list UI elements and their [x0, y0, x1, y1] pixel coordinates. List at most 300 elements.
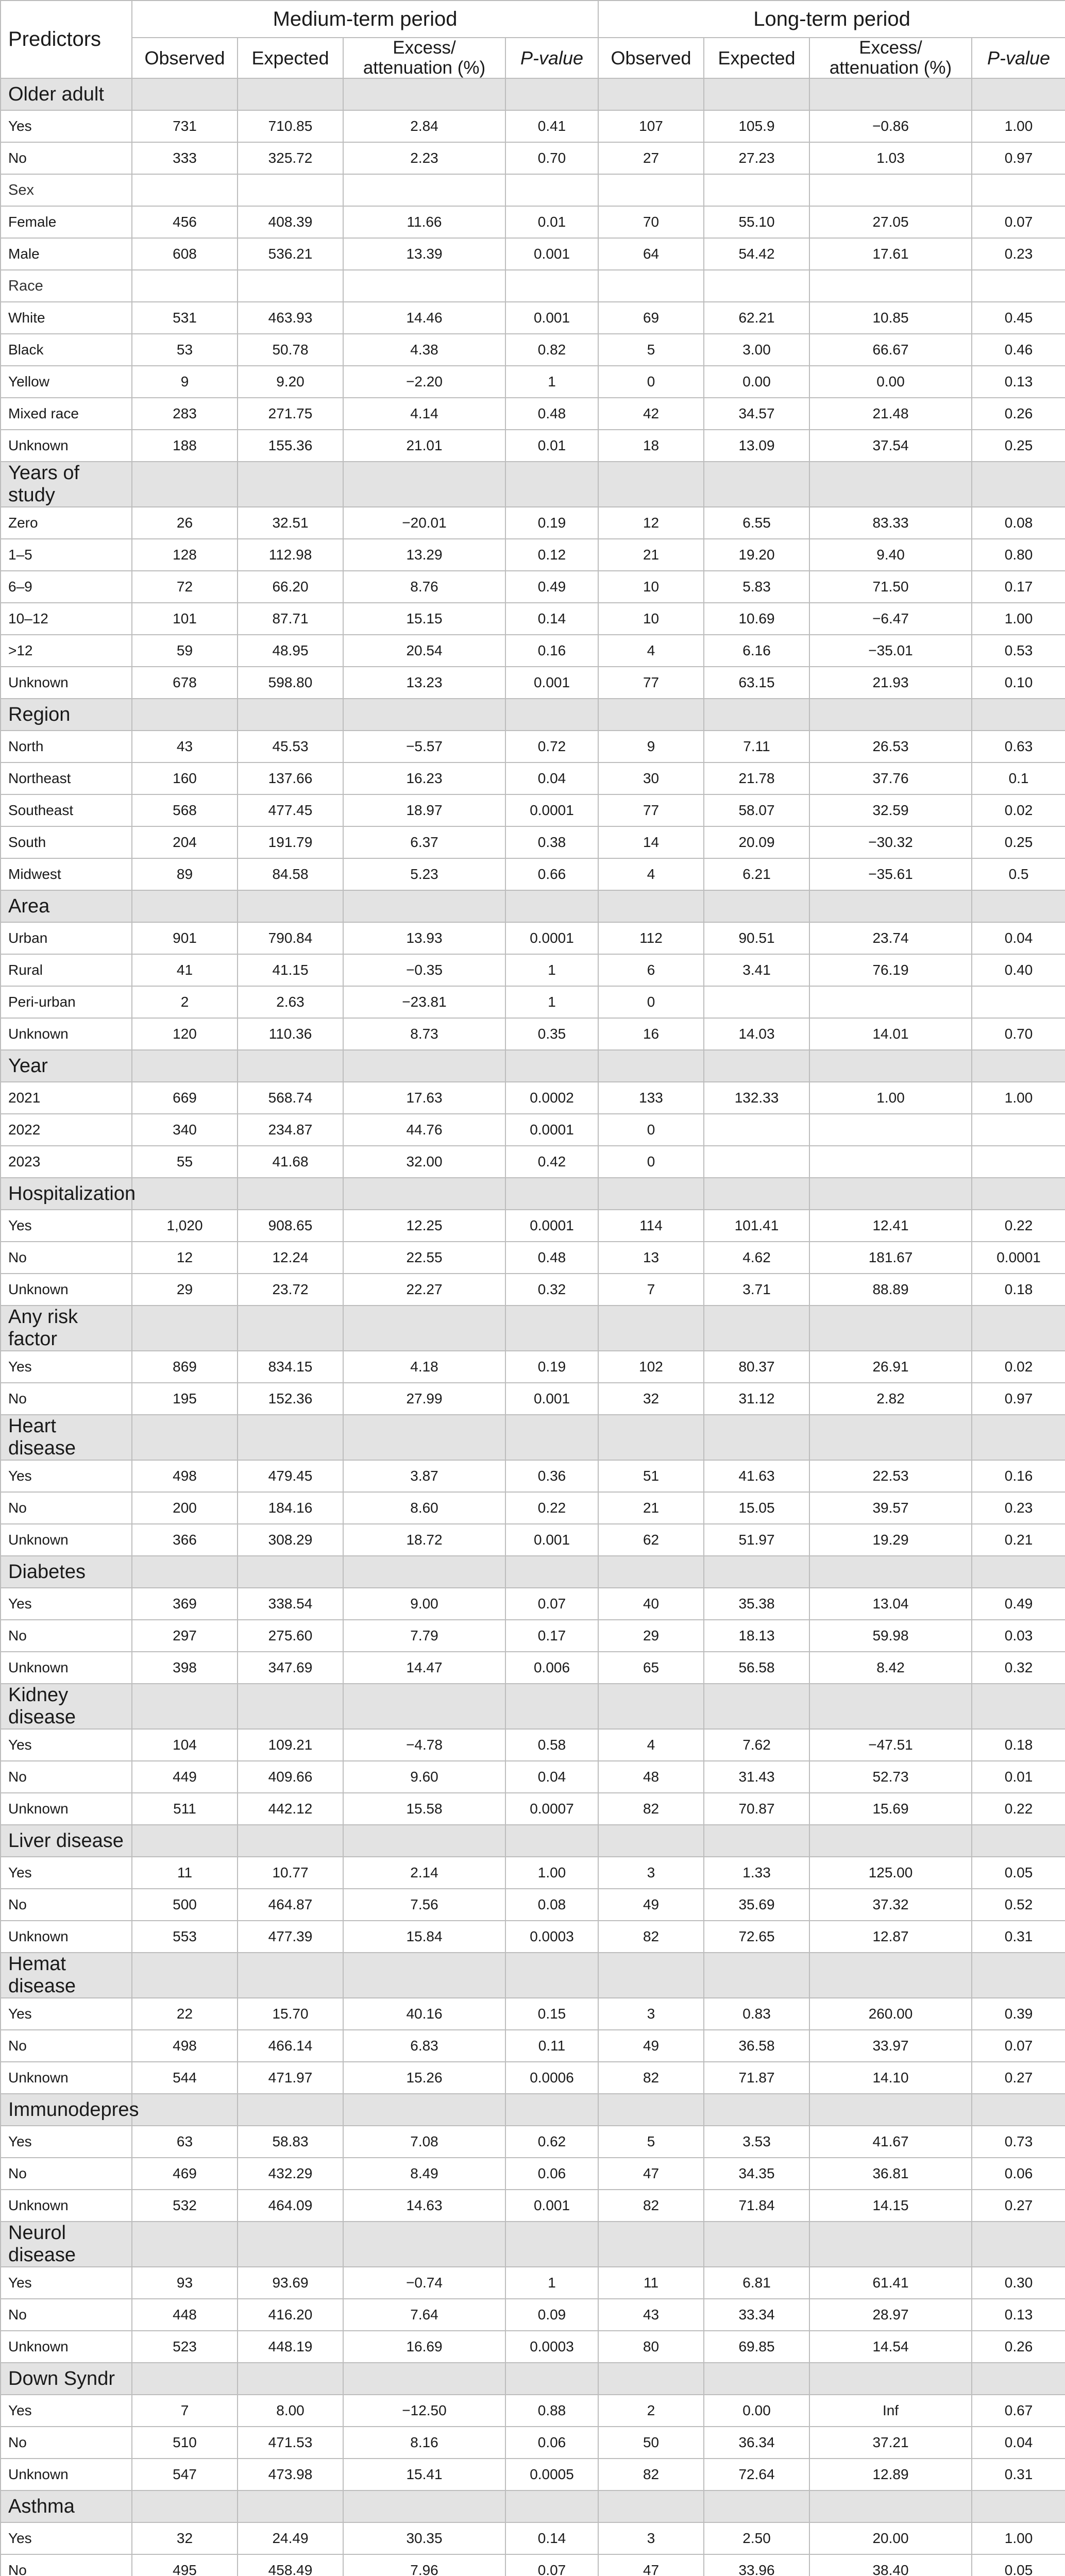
table-cell: 3 [598, 1857, 704, 1889]
empty-cell [598, 2490, 704, 2522]
empty-cell [704, 890, 809, 922]
empty-cell [238, 1825, 343, 1857]
section-label: Any risk factor [1, 1306, 132, 1351]
empty-cell [972, 1953, 1065, 1998]
empty-cell [598, 1825, 704, 1857]
table-cell [704, 1146, 809, 1178]
section-header-row [1, 2363, 1065, 2395]
table-row [1, 1351, 1065, 1383]
empty-cell [505, 1050, 598, 1082]
table-cell: 0.0003 [505, 1921, 598, 1953]
table-cell: 10.85 [809, 302, 972, 334]
table-cell: 9.00 [343, 1588, 505, 1620]
table-cell: 473.98 [238, 2459, 343, 2490]
table-cell: 4 [598, 858, 704, 890]
table-cell: 13 [598, 1242, 704, 1274]
table-cell: 568.74 [238, 1082, 343, 1114]
table-cell: 0.5 [972, 858, 1065, 890]
table-cell: 191.79 [238, 826, 343, 858]
table-cell: 0.04 [505, 762, 598, 794]
empty-cell [704, 174, 809, 206]
table-cell: 553 [132, 1921, 238, 1953]
empty-cell [598, 1050, 704, 1082]
empty-cell [809, 1050, 972, 1082]
table-row [1, 1383, 1065, 1415]
table-cell: 14.54 [809, 2331, 972, 2363]
table-cell: 18.97 [343, 794, 505, 826]
table-cell: 2.82 [809, 1383, 972, 1415]
row-label: Yes [1, 2395, 132, 2427]
row-label: 10–12 [1, 603, 132, 635]
section-label: Down Syndr [1, 2363, 132, 2395]
table-cell: 69.85 [704, 2331, 809, 2363]
empty-cell [972, 1050, 1065, 1082]
table-row [1, 1921, 1065, 1953]
table-cell: 1.00 [972, 603, 1065, 635]
empty-cell [972, 270, 1065, 302]
row-label: Yes [1, 1210, 132, 1242]
empty-cell [343, 2490, 505, 2522]
table-row [1, 954, 1065, 986]
table-cell: 77 [598, 794, 704, 826]
table-cell: 15.41 [343, 2459, 505, 2490]
table-cell: 347.69 [238, 1652, 343, 1684]
table-cell: 0.40 [972, 954, 1065, 986]
table-cell: 51 [598, 1460, 704, 1492]
row-label: Unknown [1, 1274, 132, 1306]
table-cell: 1 [505, 986, 598, 1018]
table-row [1, 1146, 1065, 1178]
empty-cell [704, 1556, 809, 1588]
empty-cell [343, 1953, 505, 1998]
table-cell: 0.21 [972, 1524, 1065, 1556]
table-cell: 8.00 [238, 2395, 343, 2427]
table-cell: 4.14 [343, 398, 505, 430]
table-cell: 26 [132, 507, 238, 539]
table-cell: 0.13 [972, 366, 1065, 398]
empty-cell [704, 1178, 809, 1210]
row-label: No [1, 142, 132, 174]
table-cell: 59 [132, 635, 238, 667]
section-header-row [1, 2490, 1065, 2522]
table-cell: 133 [598, 1082, 704, 1114]
table-cell: 0.19 [505, 507, 598, 539]
empty-cell [598, 699, 704, 731]
table-row [1, 110, 1065, 142]
table-cell: 7 [598, 1274, 704, 1306]
table-cell: 71.84 [704, 2190, 809, 2222]
row-label: Urban [1, 922, 132, 954]
table-cell: 84.58 [238, 858, 343, 890]
row-label: Yes [1, 1351, 132, 1383]
table-cell: 66.67 [809, 334, 972, 366]
table-cell: 10.69 [704, 603, 809, 635]
table-cell: 27.05 [809, 206, 972, 238]
empty-cell [343, 1415, 505, 1460]
table-cell: 47 [598, 2158, 704, 2190]
table-cell: 477.45 [238, 794, 343, 826]
table-cell: 498 [132, 2030, 238, 2062]
table-cell: 80 [598, 2331, 704, 2363]
table-row [1, 2158, 1065, 2190]
table-cell: 464.87 [238, 1889, 343, 1921]
row-label: Unknown [1, 667, 132, 699]
section-label: Older adult [1, 78, 132, 110]
table-cell: 0.0006 [505, 2062, 598, 2094]
table-cell: 7.08 [343, 2126, 505, 2158]
empty-cell [343, 1684, 505, 1729]
table-cell: 0.70 [505, 142, 598, 174]
table-cell: 547 [132, 2459, 238, 2490]
table-cell: 333 [132, 142, 238, 174]
empty-cell [809, 890, 972, 922]
row-label: Female [1, 206, 132, 238]
table-cell: 3.41 [704, 954, 809, 986]
table-cell: 11 [598, 2267, 704, 2299]
table-cell: 112.98 [238, 539, 343, 571]
row-label: No [1, 2427, 132, 2459]
table-cell: 37.76 [809, 762, 972, 794]
table-cell: 0.80 [972, 539, 1065, 571]
empty-cell [238, 462, 343, 507]
table-cell: 0.03 [972, 1620, 1065, 1652]
table-cell: 0.001 [505, 238, 598, 270]
table-row [1, 1652, 1065, 1684]
table-cell: 41.68 [238, 1146, 343, 1178]
row-label: Yes [1, 2522, 132, 2554]
empty-cell [704, 462, 809, 507]
table-cell: 5 [598, 2126, 704, 2158]
empty-cell [704, 699, 809, 731]
empty-cell [343, 1556, 505, 1588]
table-cell: 43 [598, 2299, 704, 2331]
table-cell: 16 [598, 1018, 704, 1050]
table-cell: 71.50 [809, 571, 972, 603]
table-cell: −30.32 [809, 826, 972, 858]
table-cell: 0.82 [505, 334, 598, 366]
table-cell [704, 986, 809, 1018]
table-row [1, 922, 1065, 954]
table-cell: 12 [132, 1242, 238, 1274]
table-cell: 0.06 [505, 2158, 598, 2190]
table-cell: 52.73 [809, 1761, 972, 1793]
table-cell: 27 [598, 142, 704, 174]
table-cell: 901 [132, 922, 238, 954]
row-label: Unknown [1, 1524, 132, 1556]
table-cell: 105.9 [704, 110, 809, 142]
table-cell: 48.95 [238, 635, 343, 667]
empty-cell [598, 270, 704, 302]
table-cell: 0.1 [972, 762, 1065, 794]
empty-cell [132, 1953, 238, 1998]
row-label: No [1, 2299, 132, 2331]
table-cell: 0.42 [505, 1146, 598, 1178]
table-cell: 181.67 [809, 1242, 972, 1274]
table-cell: 0.36 [505, 1460, 598, 1492]
table-cell: 0 [598, 986, 704, 1018]
table-cell: 15.26 [343, 2062, 505, 2094]
table-cell [972, 1114, 1065, 1146]
table-cell: 16.69 [343, 2331, 505, 2363]
col-pvalue-long: P-value [972, 38, 1065, 78]
empty-cell [132, 699, 238, 731]
empty-cell [132, 1556, 238, 1588]
table-row [1, 603, 1065, 635]
table-cell: 0.02 [972, 1351, 1065, 1383]
empty-cell [704, 1953, 809, 1998]
table-cell: 9.20 [238, 366, 343, 398]
table-cell: 0.07 [972, 206, 1065, 238]
table-cell: 33.97 [809, 2030, 972, 2062]
table-cell: 0.48 [505, 1242, 598, 1274]
table-cell: 1.00 [972, 1082, 1065, 1114]
empty-cell [238, 1306, 343, 1351]
table-row [1, 238, 1065, 270]
table-cell: 13.23 [343, 667, 505, 699]
table-cell: 416.20 [238, 2299, 343, 2331]
table-cell: 10 [598, 571, 704, 603]
empty-cell [704, 270, 809, 302]
table-cell: 0.05 [972, 2554, 1065, 2576]
table-row [1, 142, 1065, 174]
table-cell: 72.65 [704, 1921, 809, 1953]
empty-cell [505, 462, 598, 507]
section-header-row [1, 78, 1065, 110]
empty-cell [972, 174, 1065, 206]
table-cell: 20.54 [343, 635, 505, 667]
table-cell: 0.88 [505, 2395, 598, 2427]
table-cell: 27.99 [343, 1383, 505, 1415]
table-cell: 109.21 [238, 1729, 343, 1761]
empty-cell [505, 174, 598, 206]
table-row [1, 366, 1065, 398]
table-cell: 0.25 [972, 826, 1065, 858]
empty-cell [505, 2222, 598, 2267]
table-row [1, 2331, 1065, 2363]
empty-cell [505, 1415, 598, 1460]
table-cell: 2.14 [343, 1857, 505, 1889]
table-cell: 6.83 [343, 2030, 505, 2062]
empty-cell [972, 1178, 1065, 1210]
table-cell: 49 [598, 1889, 704, 1921]
empty-cell [809, 1178, 972, 1210]
empty-cell [238, 699, 343, 731]
empty-cell [238, 890, 343, 922]
empty-cell [598, 1178, 704, 1210]
empty-cell [132, 1415, 238, 1460]
table-cell: 15.05 [704, 1492, 809, 1524]
table-cell: 65 [598, 1652, 704, 1684]
table-cell: 132.33 [704, 1082, 809, 1114]
empty-cell [132, 1825, 238, 1857]
table-cell: 0.0001 [505, 1114, 598, 1146]
table-cell: 0.38 [505, 826, 598, 858]
table-cell: 0.00 [704, 2395, 809, 2427]
table-cell: 19.29 [809, 1524, 972, 1556]
table-cell: −2.20 [343, 366, 505, 398]
table-cell: 0.001 [505, 1383, 598, 1415]
table-cell: 36.58 [704, 2030, 809, 2062]
table-cell: 1.00 [809, 1082, 972, 1114]
table-cell: 0.00 [704, 366, 809, 398]
subgroup-label: Race [1, 270, 132, 302]
table-cell: 47 [598, 2554, 704, 2576]
table-cell: 14.47 [343, 1652, 505, 1684]
table-cell: 15.70 [238, 1998, 343, 2030]
empty-cell [343, 2222, 505, 2267]
table-cell: 0 [598, 1146, 704, 1178]
table-row [1, 302, 1065, 334]
row-label: Yes [1, 1588, 132, 1620]
row-label: Northeast [1, 762, 132, 794]
table-row [1, 206, 1065, 238]
table-cell: 0 [598, 366, 704, 398]
table-cell: 0.0001 [505, 1210, 598, 1242]
table-cell: 479.45 [238, 1460, 343, 1492]
table-cell [704, 1114, 809, 1146]
table-cell: 0.07 [972, 2030, 1065, 2062]
table-cell: 114 [598, 1210, 704, 1242]
row-label: Rural [1, 954, 132, 986]
col-observed-long: Observed [598, 38, 704, 78]
table-cell: 2 [598, 2395, 704, 2427]
table-cell: 0.35 [505, 1018, 598, 1050]
row-label: Southeast [1, 794, 132, 826]
table-cell: 20.09 [704, 826, 809, 858]
table-row [1, 539, 1065, 571]
table-cell: 511 [132, 1793, 238, 1825]
table-cell: 17.61 [809, 238, 972, 270]
empty-cell [809, 1306, 972, 1351]
empty-cell [704, 1415, 809, 1460]
empty-cell [343, 1050, 505, 1082]
table-cell: 523 [132, 2331, 238, 2363]
table-cell: 18.13 [704, 1620, 809, 1652]
table-row [1, 1242, 1065, 1274]
empty-cell [972, 78, 1065, 110]
empty-cell [505, 78, 598, 110]
table-cell: 2 [132, 986, 238, 1018]
table-cell: 0.30 [972, 2267, 1065, 2299]
table-row [1, 2190, 1065, 2222]
table-cell: 4.18 [343, 1351, 505, 1383]
table-cell: 30.35 [343, 2522, 505, 2554]
table-cell: 41.67 [809, 2126, 972, 2158]
empty-cell [132, 270, 238, 302]
table-cell: 0.01 [972, 1761, 1065, 1793]
table-cell: 3.87 [343, 1460, 505, 1492]
table-cell: 58.07 [704, 794, 809, 826]
empty-cell [972, 2490, 1065, 2522]
col-observed-medium: Observed [132, 38, 238, 78]
table-cell: 0.26 [972, 2331, 1065, 2363]
table-cell: 3.53 [704, 2126, 809, 2158]
table-cell: 82 [598, 2062, 704, 2094]
long-term-header: Long-term period [598, 1, 1065, 38]
table-cell: 0.006 [505, 1652, 598, 1684]
row-label: 2022 [1, 1114, 132, 1146]
table-cell: 275.60 [238, 1620, 343, 1652]
section-header-row [1, 1178, 1065, 1210]
row-label: Yes [1, 110, 132, 142]
empty-cell [809, 2363, 972, 2395]
section-label: Neurol disease [1, 2222, 132, 2267]
empty-cell [598, 78, 704, 110]
empty-cell [132, 78, 238, 110]
table-cell: 366 [132, 1524, 238, 1556]
table-cell: 0.0005 [505, 2459, 598, 2490]
col-excess-medium: Excess/ attenuation (%) [343, 38, 505, 78]
table-cell: −4.78 [343, 1729, 505, 1761]
table-cell: 0.15 [505, 1998, 598, 2030]
empty-cell [704, 1825, 809, 1857]
table-cell: 4 [598, 1729, 704, 1761]
table-cell: 4 [598, 635, 704, 667]
table-cell: −0.86 [809, 110, 972, 142]
table-cell: 0.07 [505, 1588, 598, 1620]
table-cell: 102 [598, 1351, 704, 1383]
table-cell: 27.23 [704, 142, 809, 174]
table-cell: 0.0002 [505, 1082, 598, 1114]
table-cell: 6.16 [704, 635, 809, 667]
section-header-row [1, 1825, 1065, 1857]
table-row [1, 1729, 1065, 1761]
col-pvalue-medium: P-value [505, 38, 598, 78]
row-label: Black [1, 334, 132, 366]
row-label: White [1, 302, 132, 334]
row-label: Yellow [1, 366, 132, 398]
row-label: 2021 [1, 1082, 132, 1114]
table-cell: 15.84 [343, 1921, 505, 1953]
table-cell: 66.20 [238, 571, 343, 603]
table-row [1, 731, 1065, 762]
table-cell: 56.58 [704, 1652, 809, 1684]
empty-cell [809, 699, 972, 731]
table-cell: 510 [132, 2427, 238, 2459]
table-row [1, 986, 1065, 1018]
table-cell: 63 [132, 2126, 238, 2158]
empty-cell [809, 174, 972, 206]
empty-cell [505, 2094, 598, 2126]
table-cell: 37.32 [809, 1889, 972, 1921]
table-cell: 71.87 [704, 2062, 809, 2094]
table-cell: 0.04 [505, 1761, 598, 1793]
table-cell: 0.22 [505, 1492, 598, 1524]
table-cell: 0.48 [505, 398, 598, 430]
medium-term-header: Medium-term period [132, 1, 598, 38]
table-cell: 15.69 [809, 1793, 972, 1825]
table-cell: 55.10 [704, 206, 809, 238]
table-row [1, 2267, 1065, 2299]
table-cell: 7.11 [704, 731, 809, 762]
empty-cell [598, 2363, 704, 2395]
section-header-row [1, 1953, 1065, 1998]
table-cell: 7.62 [704, 1729, 809, 1761]
table-cell: 0.0007 [505, 1793, 598, 1825]
table-row [1, 1274, 1065, 1306]
table-cell: 0.53 [972, 635, 1065, 667]
table-cell: 308.29 [238, 1524, 343, 1556]
empty-cell [972, 2363, 1065, 2395]
table-cell: 32 [598, 1383, 704, 1415]
table-cell: 12.41 [809, 1210, 972, 1242]
table-cell: 0.72 [505, 731, 598, 762]
empty-cell [972, 1306, 1065, 1351]
table-cell: 34.57 [704, 398, 809, 430]
table-row [1, 1793, 1065, 1825]
table-cell: 0.02 [972, 794, 1065, 826]
table-row [1, 2126, 1065, 2158]
